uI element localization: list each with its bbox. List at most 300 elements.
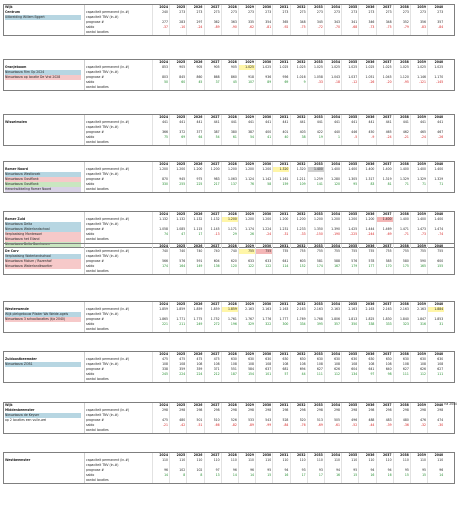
value-cell[interactable]: 441	[324, 120, 341, 125]
value-cell[interactable]: 2.163	[238, 307, 255, 312]
value-cell[interactable]: 8	[169, 473, 186, 478]
value-cell[interactable]: 273	[376, 10, 393, 15]
value-cell[interactable]: 149	[186, 264, 203, 269]
year-header[interactable]: 2033	[307, 403, 324, 408]
value-cell[interactable]: 108	[204, 362, 221, 367]
value-cell[interactable]: 96	[427, 468, 444, 473]
value-cell[interactable]: -84	[272, 423, 289, 428]
value-cell[interactable]: 179	[341, 264, 358, 269]
value-cell[interactable]: 588	[324, 259, 341, 264]
value-cell[interactable]	[255, 478, 272, 483]
row-label-cell[interactable]: prognose #	[84, 367, 150, 372]
value-cell[interactable]: 403	[290, 130, 307, 135]
year-header[interactable]: 2037	[376, 244, 393, 249]
value-cell[interactable]: -81	[255, 25, 272, 30]
value-cell[interactable]	[393, 428, 410, 433]
value-cell[interactable]: 1.400	[427, 167, 444, 172]
value-cell[interactable]: 17	[186, 232, 203, 237]
value-cell[interactable]	[427, 269, 444, 274]
value-cell[interactable]	[238, 140, 255, 145]
year-header[interactable]: 2034	[324, 212, 341, 217]
value-cell[interactable]	[255, 140, 272, 145]
location-cell[interactable]: Verplaatsing Waterlandschool	[5, 254, 81, 259]
year-header[interactable]: 2028	[221, 212, 238, 217]
year-header[interactable]: 2029	[238, 403, 255, 408]
year-header[interactable]: 2030	[255, 60, 272, 65]
value-cell[interactable]: 8	[186, 473, 203, 478]
value-cell[interactable]: 1.752	[204, 317, 221, 322]
value-cell[interactable]: 111	[393, 372, 410, 377]
value-cell[interactable]: -9	[358, 135, 375, 140]
value-cell[interactable]	[427, 85, 444, 90]
value-cell[interactable]: 177	[358, 264, 375, 269]
year-header[interactable]: 2036	[358, 212, 375, 217]
value-cell[interactable]: -36	[393, 423, 410, 428]
value-cell[interactable]	[255, 85, 272, 90]
value-cell[interactable]: -145	[427, 80, 444, 85]
value-cell[interactable]: -69	[307, 423, 324, 428]
value-cell[interactable]: 298	[307, 408, 324, 413]
value-cell[interactable]: 45	[221, 80, 238, 85]
value-cell[interactable]: 1.771	[169, 317, 186, 322]
value-cell[interactable]: -150	[307, 232, 324, 237]
row-label-cell[interactable]: saldo	[84, 473, 150, 478]
value-cell[interactable]: 44	[290, 372, 307, 377]
value-cell[interactable]	[221, 269, 238, 274]
value-cell[interactable]: 475	[169, 357, 186, 362]
value-cell[interactable]	[204, 30, 221, 35]
value-cell[interactable]	[307, 30, 324, 35]
year-header[interactable]: 2032	[290, 453, 307, 458]
year-header[interactable]: 2036	[358, 352, 375, 357]
value-cell[interactable]: 1.200	[290, 217, 307, 222]
year-header[interactable]: 2025	[169, 115, 186, 120]
year-header[interactable]: 2029	[238, 352, 255, 357]
value-cell[interactable]: 93	[290, 468, 307, 473]
value-cell[interactable]: -73	[358, 25, 375, 30]
row-label-cell[interactable]: aantal locaties	[84, 30, 150, 35]
value-cell[interactable]: 870	[152, 177, 169, 182]
value-cell[interactable]: 94	[358, 468, 375, 473]
value-cell[interactable]	[341, 187, 358, 192]
value-cell[interactable]	[186, 187, 203, 192]
value-cell[interactable]: 440	[324, 130, 341, 135]
year-header[interactable]: 2028	[221, 302, 238, 307]
year-header[interactable]: 2035	[341, 115, 358, 120]
year-header[interactable]: 2024	[152, 244, 169, 249]
value-cell[interactable]: 110	[427, 458, 444, 463]
year-header[interactable]: 2032	[290, 403, 307, 408]
value-cell[interactable]: 845	[169, 75, 186, 80]
value-cell[interactable]: 110	[221, 458, 238, 463]
value-cell[interactable]: 400	[255, 130, 272, 135]
value-cell[interactable]: 1.200	[238, 217, 255, 222]
location-cell[interactable]: Nieuwbouw Oostflank	[5, 177, 81, 182]
value-cell[interactable]: 1.769	[290, 317, 307, 322]
year-header[interactable]: 2024	[152, 60, 169, 65]
value-cell[interactable]: 110	[204, 458, 221, 463]
value-cell[interactable]: 475	[204, 357, 221, 362]
value-cell[interactable]: 225	[186, 182, 203, 187]
value-cell[interactable]	[290, 85, 307, 90]
value-cell[interactable]	[186, 269, 203, 274]
value-cell[interactable]: 1.043	[324, 75, 341, 80]
value-cell[interactable]: 1.161	[272, 177, 289, 182]
year-header[interactable]: 2038	[393, 5, 410, 10]
value-cell[interactable]: 2.163	[290, 307, 307, 312]
year-header[interactable]: 2038	[393, 352, 410, 357]
value-cell[interactable]: 357	[324, 322, 341, 327]
year-header[interactable]: 2028	[221, 244, 238, 249]
value-cell[interactable]	[255, 377, 272, 382]
value-cell[interactable]: 273	[290, 10, 307, 15]
value-cell[interactable]	[341, 327, 358, 332]
value-cell[interactable]: 1.806	[324, 317, 341, 322]
value-cell[interactable]: 520	[290, 418, 307, 423]
value-cell[interactable]	[393, 30, 410, 35]
value-cell[interactable]	[427, 377, 444, 382]
value-cell[interactable]: 446	[341, 130, 358, 135]
value-cell[interactable]: -26	[427, 135, 444, 140]
year-header[interactable]: 2040	[427, 212, 444, 217]
year-header[interactable]: 2028	[221, 352, 238, 357]
year-header[interactable]: 2031	[272, 60, 289, 65]
value-cell[interactable]: -68	[341, 25, 358, 30]
year-header[interactable]: 2029	[238, 115, 255, 120]
value-cell[interactable]: -24	[186, 25, 203, 30]
value-cell[interactable]: 273	[204, 10, 221, 15]
value-cell[interactable]: 1.200	[341, 217, 358, 222]
value-cell[interactable]: 221	[152, 322, 169, 327]
value-cell[interactable]: 298	[410, 408, 427, 413]
year-header[interactable]: 2040	[427, 5, 444, 10]
value-cell[interactable]: 273	[410, 10, 427, 15]
year-header[interactable]: 2035	[341, 244, 358, 249]
row-label-cell[interactable]: capaciteit permanent (in-#)	[84, 120, 150, 125]
value-cell[interactable]: 1.142	[255, 177, 272, 182]
value-cell[interactable]: 187	[221, 372, 238, 377]
value-cell[interactable]: 626	[324, 367, 341, 372]
value-cell[interactable]: 1.884	[427, 307, 444, 312]
year-header[interactable]: 2028	[221, 60, 238, 65]
year-header[interactable]: 2030	[255, 302, 272, 307]
year-header[interactable]: 2025	[169, 244, 186, 249]
year-header[interactable]: 2028	[221, 5, 238, 10]
value-cell[interactable]: 630	[376, 357, 393, 362]
value-cell[interactable]: 1.317	[358, 177, 375, 182]
year-header[interactable]: 2031	[272, 352, 289, 357]
value-cell[interactable]: 640	[376, 367, 393, 372]
value-cell[interactable]: 2.163	[307, 307, 324, 312]
value-cell[interactable]: 1.329	[393, 177, 410, 182]
year-header[interactable]: 2033	[307, 212, 324, 217]
value-cell[interactable]: 584	[238, 367, 255, 372]
value-cell[interactable]: 362	[204, 20, 221, 25]
year-header[interactable]: 2024	[152, 162, 169, 167]
value-cell[interactable]: 273	[169, 10, 186, 15]
location-cell[interactable]: Uitbreiding Willem Eggert	[5, 15, 81, 20]
value-cell[interactable]: -12	[341, 80, 358, 85]
value-cell[interactable]: 2.163	[341, 307, 358, 312]
value-cell[interactable]: 533	[238, 418, 255, 423]
row-label-cell[interactable]: capaciteit TNV (in-#)	[84, 413, 150, 418]
value-cell[interactable]: 1.859	[221, 307, 238, 312]
value-cell[interactable]	[204, 428, 221, 433]
year-header[interactable]: 2030	[255, 352, 272, 357]
year-header[interactable]: 2039	[410, 212, 427, 217]
value-cell[interactable]	[221, 140, 238, 145]
value-cell[interactable]: 905	[204, 65, 221, 70]
year-header[interactable]: 2024	[152, 212, 169, 217]
year-header[interactable]: 2029	[238, 162, 255, 167]
value-cell[interactable]: 19	[307, 135, 324, 140]
value-cell[interactable]: 627	[393, 367, 410, 372]
value-cell[interactable]: 465	[376, 130, 393, 135]
value-cell[interactable]: 108	[358, 362, 375, 367]
value-cell[interactable]	[307, 140, 324, 145]
value-cell[interactable]: -71	[393, 232, 410, 237]
value-cell[interactable]: 441	[376, 120, 393, 125]
value-cell[interactable]: 1.200	[324, 217, 341, 222]
value-cell[interactable]: 102	[186, 468, 203, 473]
year-header[interactable]: 2026	[186, 162, 203, 167]
value-cell[interactable]: 16	[324, 473, 341, 478]
value-cell[interactable]: 298	[376, 408, 393, 413]
value-cell[interactable]: 329	[238, 322, 255, 327]
year-header[interactable]: 2024	[152, 403, 169, 408]
value-cell[interactable]: 273	[272, 10, 289, 15]
year-header[interactable]: 2037	[376, 5, 393, 10]
value-cell[interactable]: 273	[238, 10, 255, 15]
location-cell[interactable]: op 2 locaties een vuile-wei	[5, 418, 47, 422]
year-header[interactable]: 2034	[324, 352, 341, 357]
value-cell[interactable]: 1.200	[238, 167, 255, 172]
value-cell[interactable]: 1.825	[358, 317, 375, 322]
row-label-cell[interactable]: saldo	[84, 182, 150, 187]
value-cell[interactable]	[324, 187, 341, 192]
value-cell[interactable]	[186, 428, 203, 433]
value-cell[interactable]: 488	[358, 418, 375, 423]
value-cell[interactable]: 350	[341, 322, 358, 327]
value-cell[interactable]: 298	[186, 408, 203, 413]
value-cell[interactable]	[221, 377, 238, 382]
value-cell[interactable]: 755	[255, 249, 272, 254]
value-cell[interactable]: 630	[427, 357, 444, 362]
value-cell[interactable]	[324, 428, 341, 433]
value-cell[interactable]: 1.025	[358, 65, 375, 70]
value-cell[interactable]: 136	[204, 264, 221, 269]
value-cell[interactable]: 159	[272, 182, 289, 187]
value-cell[interactable]: 47	[169, 232, 186, 237]
value-cell[interactable]: 298	[255, 408, 272, 413]
value-cell[interactable]	[169, 140, 186, 145]
value-cell[interactable]: 387	[238, 130, 255, 135]
value-cell[interactable]: 93	[307, 468, 324, 473]
value-cell[interactable]	[427, 30, 444, 35]
value-cell[interactable]: 983	[204, 177, 221, 182]
value-cell[interactable]	[341, 30, 358, 35]
value-cell[interactable]: 441	[238, 120, 255, 125]
year-header[interactable]: 2033	[307, 244, 324, 249]
value-cell[interactable]	[410, 85, 427, 90]
value-cell[interactable]: -24	[255, 232, 272, 237]
value-cell[interactable]: 526	[221, 418, 238, 423]
value-cell[interactable]: 110	[169, 458, 186, 463]
year-header[interactable]: 2039	[410, 403, 427, 408]
year-header[interactable]: 2033	[307, 60, 324, 65]
year-header[interactable]: 2032	[290, 302, 307, 307]
value-cell[interactable]: 110	[238, 458, 255, 463]
year-header[interactable]: 2037	[376, 162, 393, 167]
value-cell[interactable]	[204, 269, 221, 274]
value-cell[interactable]: 1.469	[376, 227, 393, 232]
value-cell[interactable]	[324, 140, 341, 145]
value-cell[interactable]: 114	[272, 264, 289, 269]
value-cell[interactable]	[427, 187, 444, 192]
value-cell[interactable]: 543	[255, 418, 272, 423]
value-cell[interactable]: 1.200	[221, 217, 238, 222]
value-cell[interactable]: 1.859	[204, 307, 221, 312]
value-cell[interactable]: 74	[152, 232, 169, 237]
value-cell[interactable]: 1.400	[341, 167, 358, 172]
value-cell[interactable]	[221, 327, 238, 332]
value-cell[interactable]: 755	[307, 249, 324, 254]
value-cell[interactable]	[410, 187, 427, 192]
value-cell[interactable]: 1.776	[255, 317, 272, 322]
value-cell[interactable]	[307, 478, 324, 483]
value-cell[interactable]: 1.025	[410, 65, 427, 70]
location-cell[interactable]	[5, 140, 81, 145]
value-cell[interactable]	[376, 428, 393, 433]
value-cell[interactable]: 633	[238, 259, 255, 264]
value-cell[interactable]: 740	[204, 249, 221, 254]
value-cell[interactable]: 1.132	[169, 217, 186, 222]
value-cell[interactable]: 249	[186, 322, 203, 327]
value-cell[interactable]: 604	[204, 259, 221, 264]
value-cell[interactable]: 480	[393, 418, 410, 423]
year-header[interactable]: 2025	[169, 5, 186, 10]
row-label-cell[interactable]: saldo	[84, 25, 150, 30]
value-cell[interactable]: 1.471	[393, 227, 410, 232]
value-cell[interactable]: 111	[427, 372, 444, 377]
year-header[interactable]: 2039	[410, 115, 427, 120]
location-cell[interactable]: Nieuwbouw Rim Op 2024	[5, 70, 81, 75]
value-cell[interactable]: 620	[221, 259, 238, 264]
value-cell[interactable]: 96	[238, 468, 255, 473]
value-cell[interactable]: 377	[186, 130, 203, 135]
year-header[interactable]: 2032	[290, 115, 307, 120]
value-cell[interactable]	[272, 187, 289, 192]
value-cell[interactable]	[272, 269, 289, 274]
year-header[interactable]: 2039	[410, 5, 427, 10]
value-cell[interactable]: 110	[358, 458, 375, 463]
year-header[interactable]: 2030	[255, 244, 272, 249]
value-cell[interactable]	[186, 140, 203, 145]
value-cell[interactable]: -31	[272, 232, 289, 237]
value-cell[interactable]: 630	[341, 357, 358, 362]
value-cell[interactable]	[272, 327, 289, 332]
year-header[interactable]: 2037	[376, 352, 393, 357]
value-cell[interactable]: 1.390	[324, 227, 341, 232]
value-cell[interactable]: 1.058	[307, 75, 324, 80]
year-header[interactable]: 2035	[341, 162, 358, 167]
value-cell[interactable]: -76	[290, 423, 307, 428]
value-cell[interactable]: -74	[427, 232, 444, 237]
value-cell[interactable]	[290, 478, 307, 483]
value-cell[interactable]: 164	[169, 264, 186, 269]
value-cell[interactable]: 94	[376, 468, 393, 473]
value-cell[interactable]	[376, 187, 393, 192]
value-cell[interactable]: 298	[358, 408, 375, 413]
value-cell[interactable]	[376, 327, 393, 332]
value-cell[interactable]: 630	[255, 357, 272, 362]
value-cell[interactable]: 357	[427, 20, 444, 25]
value-cell[interactable]: 1.400	[393, 167, 410, 172]
value-cell[interactable]: 167	[324, 264, 341, 269]
value-cell[interactable]: 1.400	[410, 217, 427, 222]
value-cell[interactable]	[169, 377, 186, 382]
value-cell[interactable]	[324, 327, 341, 332]
value-cell[interactable]: 111	[307, 372, 324, 377]
value-cell[interactable]: 97	[204, 468, 221, 473]
row-label-cell[interactable]: capaciteit TNV (in-#)	[84, 362, 150, 367]
value-cell[interactable]: 165	[410, 264, 427, 269]
value-cell[interactable]: 1.132	[152, 217, 169, 222]
value-cell[interactable]: -26	[358, 80, 375, 85]
year-header[interactable]: 2037	[376, 60, 393, 65]
value-cell[interactable]: -69	[376, 232, 393, 237]
value-cell[interactable]: 273	[427, 10, 444, 15]
value-cell[interactable]: 154	[238, 372, 255, 377]
row-label-cell[interactable]: capaciteit TNV (in-#)	[84, 463, 150, 468]
value-cell[interactable]: 1.120	[393, 75, 410, 80]
value-cell[interactable]: 1.400	[376, 167, 393, 172]
value-cell[interactable]: 1.174	[238, 227, 255, 232]
value-cell[interactable]	[238, 377, 255, 382]
row-label-cell[interactable]: aantal locaties	[84, 85, 150, 90]
year-header[interactable]: 2024	[152, 115, 169, 120]
value-cell[interactable]: 16	[358, 473, 375, 478]
value-cell[interactable]: 2.163	[272, 307, 289, 312]
value-cell[interactable]	[221, 187, 238, 192]
year-header[interactable]: 2035	[341, 60, 358, 65]
row-label-cell[interactable]: capaciteit permanent (in-#)	[84, 167, 150, 172]
value-cell[interactable]: 475	[152, 418, 169, 423]
value-cell[interactable]: 600	[427, 259, 444, 264]
value-cell[interactable]	[221, 85, 238, 90]
value-cell[interactable]: 37	[204, 80, 221, 85]
value-cell[interactable]: 1.025	[290, 65, 307, 70]
row-label-cell[interactable]: capaciteit permanent (in-#)	[84, 458, 150, 463]
value-cell[interactable]: 345	[307, 20, 324, 25]
year-header[interactable]: 2035	[341, 212, 358, 217]
value-cell[interactable]: 1.200	[272, 217, 289, 222]
value-cell[interactable]: 576	[341, 259, 358, 264]
value-cell[interactable]: 422	[307, 130, 324, 135]
value-cell[interactable]: 1.171	[221, 227, 238, 232]
value-cell[interactable]: 366	[152, 130, 169, 135]
value-cell[interactable]: 626	[410, 367, 427, 372]
year-header[interactable]: 2034	[324, 244, 341, 249]
year-header[interactable]: 2027	[204, 115, 221, 120]
value-cell[interactable]	[358, 377, 375, 382]
value-cell[interactable]: 277	[152, 20, 169, 25]
value-cell[interactable]	[341, 269, 358, 274]
value-cell[interactable]: 868	[204, 75, 221, 80]
value-cell[interactable]: 108	[169, 362, 186, 367]
value-cell[interactable]: 945	[169, 177, 186, 182]
value-cell[interactable]: 462	[393, 130, 410, 135]
